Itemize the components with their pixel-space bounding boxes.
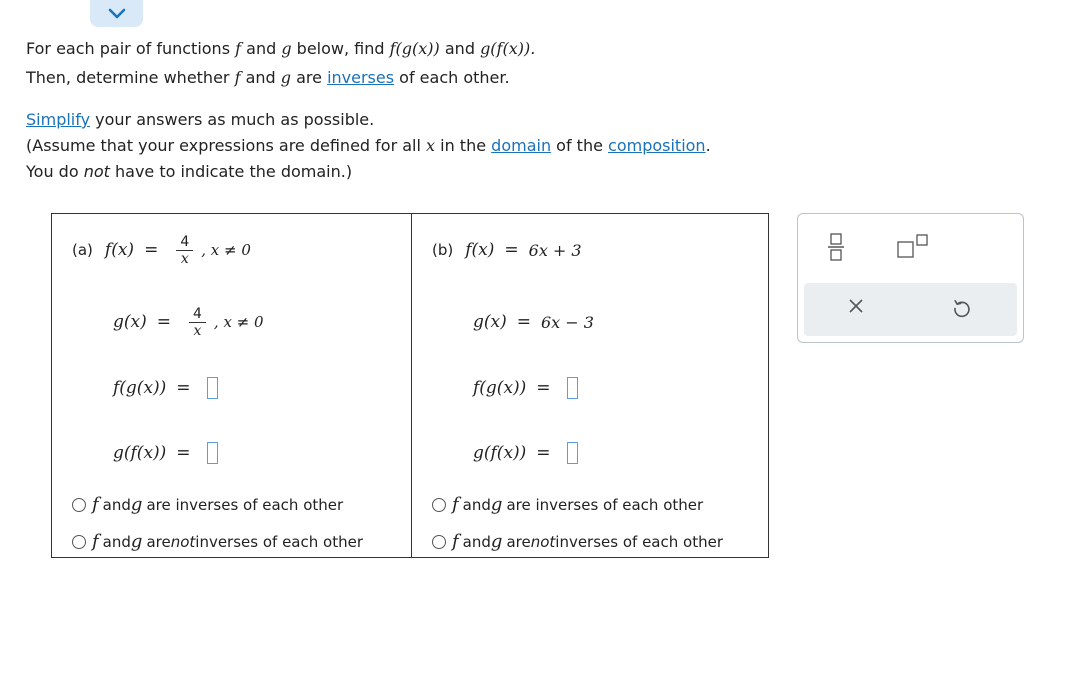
equals-sign: = (536, 378, 551, 398)
instructions-text: (Assume that your expressions are defined for all (26, 136, 427, 155)
math-f-of-g: f(g(x)) (389, 39, 440, 58)
superscript-icon (897, 234, 931, 260)
fraction-numerator: 4 (189, 306, 206, 323)
radio-button[interactable] (72, 498, 86, 512)
choice-text: are inverses of each other (506, 495, 704, 514)
math-f: f (92, 494, 99, 515)
part-a-g-fraction (189, 306, 206, 339)
math-toolbox (797, 213, 1024, 343)
instructions-text: . (705, 136, 711, 155)
part-a-choice-inverses[interactable] (72, 494, 343, 515)
fraction-denominator: x (180, 250, 189, 267)
math-g-of-f: g(f(x)). (480, 39, 536, 58)
choice-text: inverses of each other (195, 532, 363, 551)
instructions-line-1 (26, 107, 711, 133)
math-g: g (490, 531, 503, 552)
part-a-f-condition: , x ≠ 0 (201, 241, 251, 259)
part-b-label: (b) (432, 241, 454, 259)
intro-line-1 (26, 34, 535, 63)
equals-sign: = (176, 443, 191, 463)
choice-text: and (102, 495, 131, 514)
toolbox-action-bar (804, 283, 1017, 336)
math-g: g (490, 494, 503, 515)
fraction-icon (828, 232, 844, 262)
equals-sign: = (176, 378, 191, 398)
math-g: g (281, 39, 292, 58)
intro-text: of each other. (394, 68, 510, 87)
math-f: f (235, 39, 242, 58)
instructions-line-2 (26, 133, 711, 159)
part-a-g-of-f-row (113, 439, 218, 467)
clear-button[interactable] (848, 298, 864, 318)
domain-link[interactable]: domain (491, 136, 552, 155)
simplify-link[interactable]: Simplify (26, 110, 91, 129)
instructions (26, 107, 711, 185)
choice-text: are (506, 532, 531, 551)
emphasis-not: not (83, 162, 110, 181)
choice-text: are (146, 532, 171, 551)
equals-sign: = (536, 443, 551, 463)
math-f: f (452, 494, 459, 515)
choice-text: inverses of each other (555, 532, 723, 551)
part-a-panel (52, 214, 410, 557)
part-a-f-of-g-row (113, 374, 218, 402)
intro-text: and (240, 68, 281, 87)
superscript-tool-button[interactable] (897, 234, 931, 264)
part-a-g-lhs: g(x) (113, 312, 147, 332)
part-a-f-lhs: f(x) (104, 240, 135, 260)
close-icon (848, 298, 864, 314)
part-a-f-of-g-answer-input[interactable] (207, 377, 218, 399)
intro-text: and (439, 39, 481, 58)
part-b-g-definition (473, 308, 594, 336)
part-b-panel (411, 214, 769, 557)
math-f: f (92, 531, 99, 552)
part-a-g-of-f-label: g(f(x)) (113, 443, 167, 463)
problem-intro (26, 34, 535, 92)
choice-text: and (462, 495, 491, 514)
intro-text: and (241, 39, 282, 58)
part-a-g-condition: , x ≠ 0 (213, 313, 264, 331)
part-a-f-fraction (176, 234, 193, 267)
choice-text: and (462, 532, 491, 551)
instructions-text: of the (551, 136, 609, 155)
emphasis-not: not (530, 532, 556, 551)
undo-icon (952, 298, 972, 318)
intro-text: For each pair of functions (26, 39, 236, 58)
instructions-line-3 (26, 159, 711, 185)
part-b-f-of-g-label: f(g(x)) (473, 378, 527, 398)
part-b-f-lhs: f(x) (465, 240, 495, 260)
undo-button[interactable] (952, 298, 972, 322)
part-b-g-of-f-label: g(f(x)) (473, 443, 527, 463)
intro-text: are (291, 68, 328, 87)
radio-button[interactable] (432, 535, 446, 549)
part-b-g-of-f-answer-input[interactable] (567, 442, 578, 464)
part-b-choice-not-inverses[interactable] (432, 531, 723, 552)
instructions-text: You do (26, 162, 84, 181)
choice-text: are inverses of each other (146, 495, 344, 514)
radio-button[interactable] (432, 498, 446, 512)
fraction-numerator: 4 (176, 234, 193, 251)
part-a-g-definition (113, 296, 264, 348)
problem-table (51, 213, 769, 558)
radio-button[interactable] (72, 535, 86, 549)
equals-sign: = (516, 312, 531, 332)
part-b-f-rhs: 6x + 3 (528, 240, 582, 260)
inverses-link[interactable]: inverses (327, 68, 395, 87)
intro-line-2 (26, 63, 535, 92)
part-b-g-rhs: 6x − 3 (540, 312, 594, 332)
math-g: g (130, 531, 143, 552)
equals-sign: = (144, 240, 159, 260)
instructions-text: in the (435, 136, 492, 155)
math-f: f (234, 68, 241, 87)
math-x: x (426, 136, 436, 155)
collapse-tab[interactable] (90, 0, 143, 27)
instructions-text: have to indicate the domain.) (109, 162, 353, 181)
equals-sign: = (156, 312, 171, 332)
part-a-g-of-f-answer-input[interactable] (207, 442, 218, 464)
part-a-label: (a) (72, 241, 93, 259)
fraction-tool-button[interactable] (828, 232, 844, 266)
fraction-denominator: x (193, 322, 202, 339)
part-a-f-of-g-label: f(g(x)) (113, 378, 167, 398)
part-a-choice-not-inverses[interactable] (72, 531, 363, 552)
part-b-choice-inverses[interactable] (432, 494, 703, 515)
math-g: g (280, 68, 292, 87)
intro-text: Then, determine whether (26, 68, 235, 87)
composition-link[interactable]: composition (608, 136, 706, 155)
part-a-f-definition (72, 224, 251, 276)
math-g: g (130, 494, 143, 515)
part-b-f-of-g-row (473, 374, 578, 402)
choice-text: and (102, 532, 131, 551)
intro-text: below, find (291, 39, 390, 58)
instructions-text: your answers as much as possible. (90, 110, 375, 129)
part-b-f-of-g-answer-input[interactable] (567, 377, 578, 399)
equals-sign: = (504, 240, 519, 260)
emphasis-not: not (170, 532, 196, 551)
part-b-f-definition (432, 236, 582, 264)
part-b-g-of-f-row (473, 439, 578, 467)
chevron-down-icon (108, 8, 126, 20)
math-f: f (452, 531, 459, 552)
part-b-g-lhs: g(x) (473, 312, 507, 332)
